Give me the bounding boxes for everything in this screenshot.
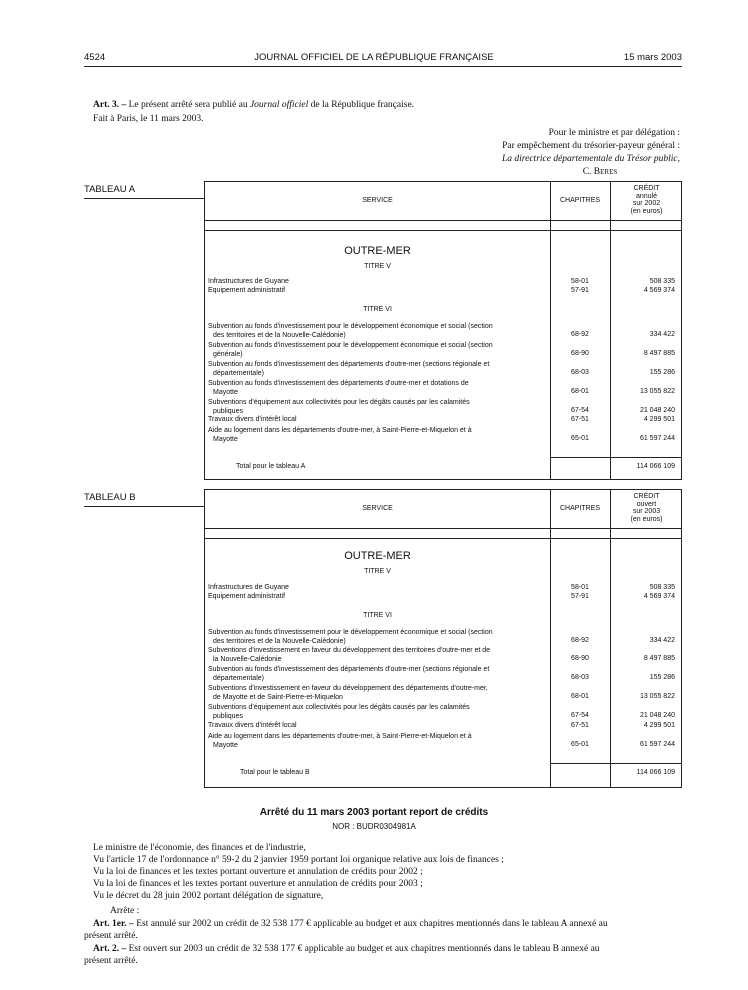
section-title: OUTRE-MER [344,245,411,257]
journal-officiel-italic: Journal officiel [249,100,309,110]
fait-a-paris: Fait à Paris, le 11 mars 2003. [93,114,204,124]
titre-vi: TITRE VI [363,612,392,619]
col-credit: CRÉDIT annulé sur 2002 (en euros) [630,185,663,215]
visa-line: Vu l'article 17 de l'ordonnance n° 59-2 du 2 janvier 1959 portant loi organique relative aux lois de finances ; [93,855,504,865]
page-number: 4524 [84,52,106,63]
issue-date: 15 mars 2003 [623,52,682,63]
col-chapitres: CHAPITRES [559,197,601,204]
visa-line: Le ministre de l'économie, des finances et de l'industrie, [93,843,306,853]
signature-line-3: La directrice départementale du Trésor public, [501,154,680,164]
arrete-word: Arrête : [110,906,140,916]
tableau-a-label: TABLEAU A [84,184,136,195]
col-service: SERVICE [362,197,393,204]
header-rule [84,66,682,67]
nor-reference: NOR : BUDR0304981A [332,822,416,831]
titre-vi: TITRE VI [363,306,392,313]
article-1: Art. 1er. – Est annulé sur 2002 un crédit de 32 538 177 € applicable au budget et aux chapitres mentionnés dans le tableau A annexé au présent arrêté. [84,919,608,941]
titre-v: TITRE V [364,568,391,575]
tableau-b-rule [84,506,204,507]
section-title: OUTRE-MER [344,550,411,562]
article-3-text-end: de la République française. [310,100,415,110]
article-3 [93,99,414,111]
tableau-b: SERVICE CHAPITRES CRÉDIT ouvert sur 2003 (en euros) OUTRE-MER TITRE V Infrastructures de Guyane 58-01 508 335 Equipement administratif 57-91 4 569 374 TITRE VI Subvention au fonds d'investissement pour le développement économique et social (section des territoires et de la Nouvelle-Calédonie) 68-92 334 422 Subventions d'investissement en faveur du développement des territoires d'outre-mer et de la Nouvelle-Calédonie 68-90 8 497 885 Subvention au fonds d'investissement des départements d'outre-mer (sections régionale et départementale) 68-03 155 286 Subventions d'investissement en faveur du développement des départements d'outre-mer, de Mayotte et de Saint-Pierre-et-Miquelon 68-01 13 055 822 Subventions d'équipement aux collectivités pour les dégâts causés par les calamités publiques 67-54 21 048 240 Travaux divers d'intérêt local 67-51 4 299 501 Aide au logement dans les départements d'outre-mer, à Saint-Pierre-et-Miquelon et à Mayotte 65-01 61 597 244 Total pour le tableau B 114 066 109 [204,489,682,788]
visa-line: Vu le décret du 28 juin 2002 portant délégation de signature, [93,891,324,901]
journal-title: JOURNAL OFFICIEL DE LA RÉPUBLIQUE FRANÇAISE [254,52,494,63]
col-chapitres: CHAPITRES [559,505,601,512]
titre-v: TITRE V [364,263,391,270]
visa-block [93,842,683,902]
tableau-b-label: TABLEAU B [84,492,136,503]
col-service: SERVICE [362,505,393,512]
article-3-label: Art. 3. – [93,100,127,110]
tableau-a-rule [84,198,204,199]
article-3-text: Le présent arrêté sera publié au [128,100,248,110]
arrete-title: Arrêté du 11 mars 2003 portant report de crédits [259,807,489,818]
signature-line-2: Par empêchement du trésorier-payeur général : [502,141,680,151]
visa-line: Vu la loi de finances et les textes portant ouverture et annulation de crédits pour 2003 ; [93,879,423,889]
article-2: Art. 2. – Est ouvert sur 2003 un crédit de 32 538 177 € applicable au budget et aux chapitres mentionnés dans le tableau B annexé au présent arrêté. [84,944,600,966]
signature-line-1: Pour le ministre et par délégation : [548,128,680,138]
tableau-a: SERVICE CHAPITRES CRÉDIT annulé sur 2002 (en euros) OUTRE-MER TITRE V Infrastructures de Guyane 58-01 508 335 Equipement administratif 57-91 4 569 374 TITRE VI Subvention au fonds d'investissement pour le développement économique et social (section des territoires et de la Nouvelle-Calédonie) 68-92 334 422 Subvention au fonds d'investissement pour le développement économique et social (section générale) 68-90 8 497 885 Subvention au fonds d'investissement des départements d'outre-mer (sections régionale et départementale) 68-03 155 286 Subvention au fonds d'investissement des départements d'outre-mer et dotations de Mayotte 68-01 13 055 822 Subventions d'équipement aux collectivités pour les dégâts causés par les calamités publiques 67-54 21 048 240 Travaux divers d'intérêt local 67-51 4 299 501 Aide au logement dans les départements d'outre-mer, à Saint-Pierre-et-Miquelon et à Mayotte 65-01 61 597 244 Total pour le tableau A 114 066 109 [204,181,682,480]
col-credit: CRÉDIT ouvert sur 2003 (en euros) [630,493,663,523]
visa-line: Vu la loi de finances et les textes portant ouverture et annulation de crédits pour 2002 ; [93,867,423,877]
signature-name: C. Beres [582,167,618,177]
signature-block [430,127,680,179]
